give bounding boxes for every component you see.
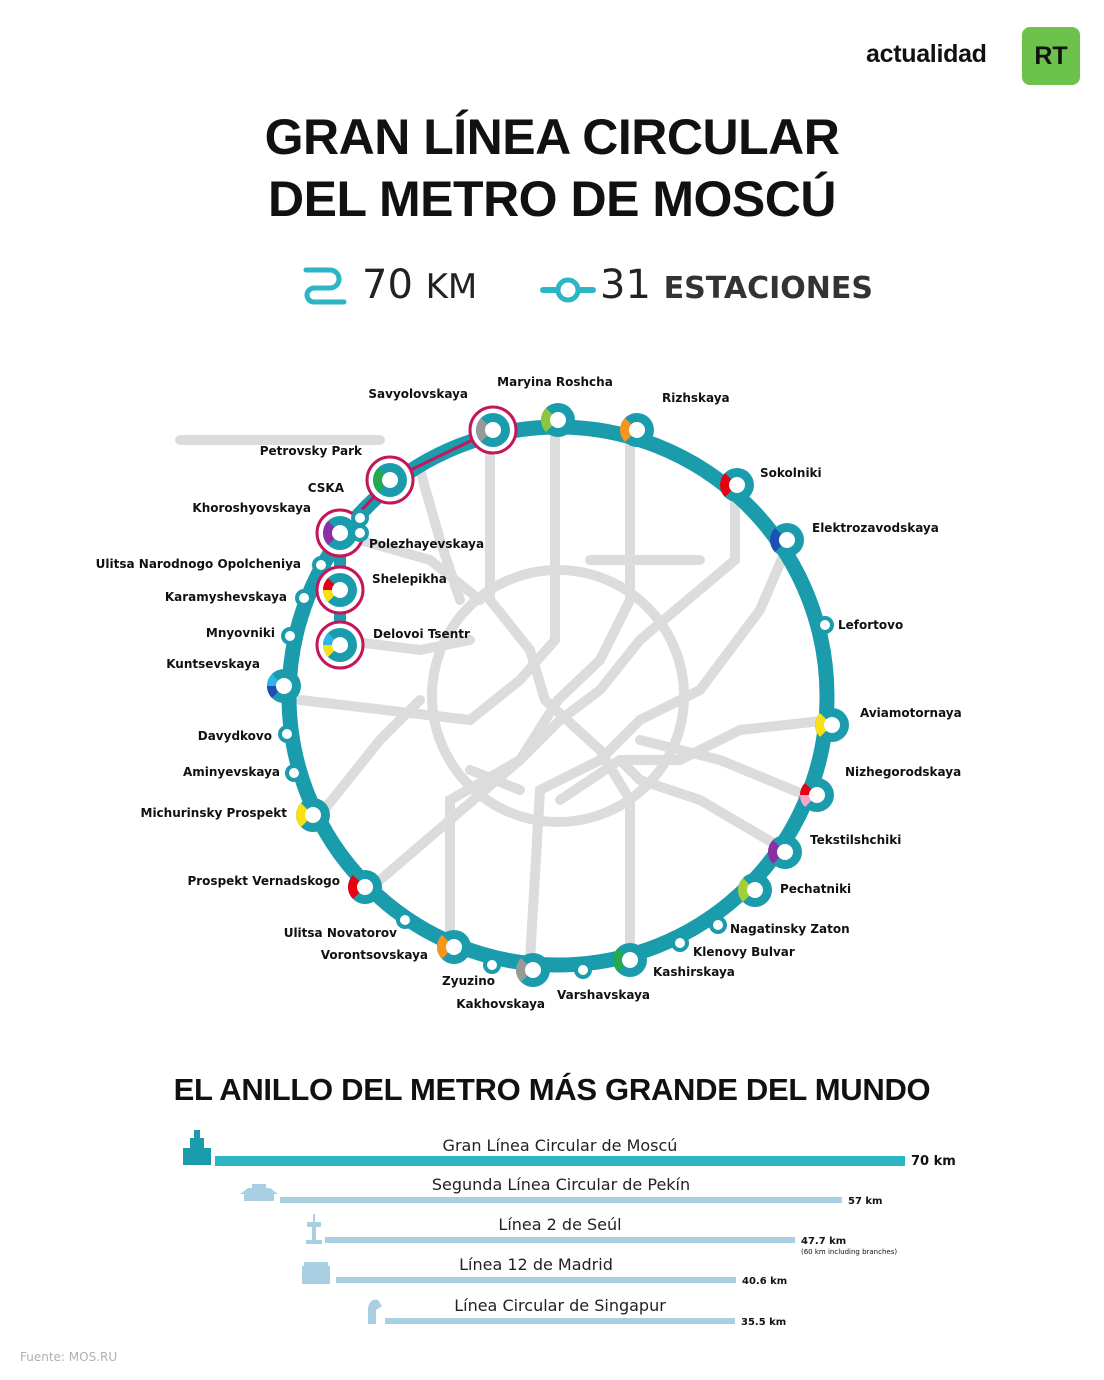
- station-aviamotornaya: [815, 708, 849, 742]
- length-unit: KM: [425, 267, 478, 307]
- station-label: Varshavskaya: [557, 988, 651, 1002]
- bar-note: (60 km including branches): [801, 1248, 898, 1256]
- station-label: Prospekt Vernadskogo: [187, 874, 340, 888]
- station-center: [305, 807, 321, 823]
- station-label: Maryina Roshcha: [497, 375, 613, 389]
- station-prospekt-vernadskogo: [348, 870, 382, 904]
- rt-logo: RT: [1022, 27, 1080, 85]
- station-klenovy-bulvar: [673, 936, 687, 950]
- bar-label: Línea Circular de Singapur: [454, 1296, 666, 1315]
- station-polezhayevskaya: [353, 526, 367, 540]
- station-center: [779, 532, 795, 548]
- stations-unit: ESTACIONES: [663, 271, 873, 306]
- length-value: 70: [362, 262, 413, 308]
- station-icon: [540, 272, 596, 308]
- station-dot: [485, 958, 499, 972]
- station-savyolovskaya: [470, 407, 516, 453]
- station-michurinsky-prospekt: [296, 798, 330, 832]
- station-label: Sokolniki: [760, 466, 822, 480]
- station-dot: [818, 618, 832, 632]
- station-label: Ulitsa Narodnogo Opolcheniya: [95, 557, 301, 571]
- bar-segunda-l-nea-circular-de-pek-n: [280, 1197, 842, 1203]
- station-center: [777, 844, 793, 860]
- station-varshavskaya: [576, 963, 590, 977]
- station-center: [382, 472, 398, 488]
- station-ulitsa-novatorov: [398, 913, 412, 927]
- station-dot: [576, 963, 590, 977]
- bar-l-nea-12-de-madrid: [336, 1277, 736, 1283]
- station-label: Karamyshevskaya: [164, 590, 287, 604]
- moscow-kremlin-icon: [183, 1130, 211, 1165]
- bar-l-nea-2-de-se-l: [325, 1237, 795, 1243]
- station-center: [357, 879, 373, 895]
- bars-layer: [215, 1136, 956, 1328]
- station-mnyovniki: [283, 629, 297, 643]
- bar-label: Gran Línea Circular de Moscú: [442, 1136, 678, 1155]
- comparison-chart: [0, 1120, 1104, 1340]
- station-label: Polezhayevskaya: [369, 537, 485, 551]
- bar-value: 47.7 km: [801, 1236, 847, 1247]
- bar-label: Línea 12 de Madrid: [459, 1255, 613, 1274]
- station-label: Vorontsovskaya: [320, 948, 428, 962]
- station-dot: [353, 511, 367, 525]
- station-label: Shelepikha: [372, 572, 447, 586]
- station-dot: [287, 766, 301, 780]
- station-center: [525, 962, 541, 978]
- station-dot: [297, 591, 311, 605]
- source-note: Fuente: MOS.RU: [20, 1350, 118, 1364]
- bar-label: Línea 2 de Seúl: [498, 1215, 622, 1234]
- stations-value: 31: [600, 262, 651, 308]
- route-length-icon: [300, 262, 352, 306]
- station-label: Ulitsa Novatorov: [283, 926, 397, 940]
- station-label: Kashirskaya: [653, 965, 735, 979]
- station-delovoi-tsentr: [317, 622, 363, 668]
- station-nizhegorodskaya: [800, 778, 834, 812]
- station-maryina-roshcha: [541, 403, 575, 437]
- station-center: [629, 422, 645, 438]
- station-label: Kuntsevskaya: [166, 657, 260, 671]
- station-label: Aviamotornaya: [860, 706, 962, 720]
- bar-l-nea-circular-de-singapur: [385, 1318, 735, 1324]
- station-label: Davydkovo: [197, 729, 272, 743]
- station-label: Kakhovskaya: [456, 997, 545, 1011]
- station-nagatinsky-zaton: [711, 918, 725, 932]
- station-dot: [398, 913, 412, 927]
- page-title-line1: GRAN LÍNEA CIRCULAR: [264, 109, 840, 165]
- station-label: Pechatniki: [780, 882, 852, 896]
- station-center: [824, 717, 840, 733]
- bar-label: Segunda Línea Circular de Pekín: [431, 1175, 691, 1194]
- station-center: [332, 525, 348, 541]
- station-dot: [280, 727, 294, 741]
- station-vorontsovskaya: [437, 930, 471, 964]
- page-title-line2: DEL METRO DE MOSCÚ: [268, 171, 836, 227]
- station-lefortovo: [818, 618, 832, 632]
- bar-value: 40.6 km: [742, 1276, 788, 1287]
- station-label: Tekstilshchiki: [810, 833, 902, 847]
- station-label: CSKA: [307, 481, 344, 495]
- station-elektrozavodskaya: [770, 523, 804, 557]
- station-center: [332, 582, 348, 598]
- station-label: Nizhegorodskaya: [845, 765, 962, 779]
- station-label: Elektrozavodskaya: [812, 521, 939, 535]
- station-label: Delovoi Tsentr: [373, 627, 470, 641]
- bar-gran-l-nea-circular-de-mosc: [215, 1156, 905, 1166]
- comparison-title: EL ANILLO DEL METRO MÁS GRANDE DEL MUNDO: [173, 1072, 931, 1107]
- station-karamyshevskaya: [297, 591, 311, 605]
- station-tekstilshchiki: [768, 835, 802, 869]
- station-label: Lefortovo: [838, 618, 904, 632]
- station-pechatniki: [738, 873, 772, 907]
- station-label: Mnyovniki: [205, 626, 275, 640]
- bar-value: 35.5 km: [741, 1317, 787, 1328]
- station-label: Aminyevskaya: [182, 765, 280, 779]
- station-label: Klenovy Bulvar: [693, 945, 795, 959]
- station-dot: [711, 918, 725, 932]
- station-label: Petrovsky Park: [259, 444, 362, 458]
- station-kashirskaya: [613, 943, 647, 977]
- station-kuntsevskaya: [267, 669, 301, 703]
- bar-value: 57 km: [848, 1196, 883, 1207]
- station-petrovsky-park: [367, 457, 413, 503]
- station-zyuzino: [485, 958, 499, 972]
- station-dot: [353, 526, 367, 540]
- station-cska: [353, 511, 367, 525]
- station-rizhskaya: [620, 413, 654, 447]
- station-label: Zyuzino: [442, 974, 495, 988]
- station-center: [550, 412, 566, 428]
- station-center: [332, 637, 348, 653]
- station-davydkovo: [280, 727, 294, 741]
- station-center: [747, 882, 763, 898]
- station-center: [485, 422, 501, 438]
- station-label: Rizhskaya: [662, 391, 730, 405]
- station-kakhovskaya: [516, 953, 550, 987]
- station-center: [809, 787, 825, 803]
- station-shelepikha: [317, 567, 363, 613]
- station-label: Savyolovskaya: [368, 387, 468, 401]
- madrid-gate-icon: [302, 1262, 330, 1284]
- station-ulitsa-narodnogo-opolcheniya: [314, 558, 328, 572]
- station-label: Khoroshyovskaya: [192, 501, 311, 515]
- station-sokolniki: [720, 468, 754, 502]
- station-dot: [314, 558, 328, 572]
- seoul-tower-icon: [306, 1214, 322, 1244]
- station-dot: [673, 936, 687, 950]
- station-center: [729, 477, 745, 493]
- beijing-gate-icon: [240, 1184, 278, 1201]
- bar-value: 70 km: [911, 1154, 956, 1169]
- station-aminyevskaya: [287, 766, 301, 780]
- singapore-merlion-icon: [368, 1300, 382, 1324]
- brand-name: actualidad: [866, 40, 987, 68]
- station-label: Nagatinsky Zaton: [730, 922, 850, 936]
- station-center: [622, 952, 638, 968]
- station-center: [446, 939, 462, 955]
- station-label: Michurinsky Prospekt: [140, 806, 287, 820]
- station-dot: [283, 629, 297, 643]
- metro-map: [0, 360, 1104, 1050]
- station-center: [276, 678, 292, 694]
